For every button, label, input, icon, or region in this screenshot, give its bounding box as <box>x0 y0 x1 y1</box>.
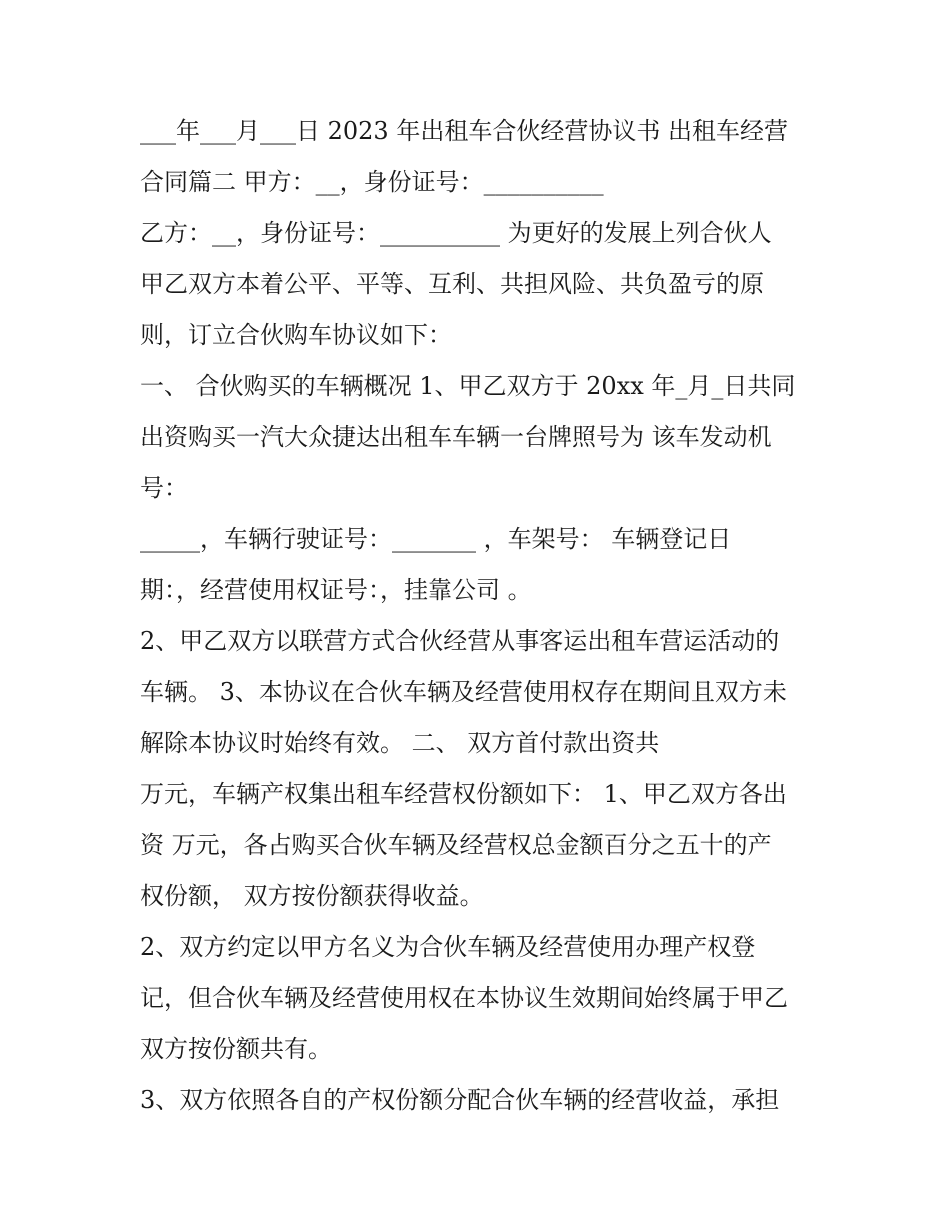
text-line: 记，但合伙车辆及经营使用权在本协议生效期间始终属于甲乙 <box>140 984 788 1012</box>
text-line: 权份额， 双方按份额获得收益。 <box>140 882 484 910</box>
text-line: 乙方：__，身份证号：__________ 为更好的发展上列合伙人 <box>140 219 772 247</box>
text-line: 甲乙双方本着公平、平等、互利、共担风险、共负盈亏的原 <box>140 270 764 298</box>
text-line: 合同篇二 甲方：__，身份证号：__________ <box>140 168 604 196</box>
text-line: 车辆。 3、本协议在合伙车辆及经营使用权存在期间且双方未 <box>140 678 787 706</box>
text-line: 号： <box>140 474 188 502</box>
text-line: 双方按份额共有。 <box>140 1035 332 1063</box>
text-line: 2、甲乙双方以联营方式合伙经营从事客运出租车营运活动的 <box>140 627 780 655</box>
text-line: _____，车辆行驶证号：_______ ，车架号： 车辆登记日 <box>140 525 732 553</box>
text-line: 一、 合伙购买的车辆概况 1、甲乙双方于 20xx 年_月_日共同 <box>140 372 796 400</box>
text-line: 3、双方依照各自的产权份额分配合伙车辆的经营收益，承担 <box>140 1086 780 1114</box>
text-line: ___年___月___日 2023 年出租车合伙经营协议书 出租车经营 <box>140 117 788 145</box>
text-line: 资 万元，各占购买合伙车辆及经营权总金额百分之五十的产 <box>140 831 772 859</box>
text-line: 出资购买一汽大众捷达出租车车辆一台牌照号为 该车发动机 <box>140 423 772 451</box>
text-line: 2、双方约定以甲方名义为合伙车辆及经营使用办理产权登 <box>140 933 756 961</box>
text-line: 万元，车辆产权集出租车经营权份额如下： 1、甲乙双方各出 <box>140 780 787 808</box>
document-body <box>140 106 830 1126</box>
text-line: 解除本协议时始终有效。 二、 双方首付款出资共 <box>140 729 660 757</box>
text-line: 期：，经营使用权证号：，挂靠公司 。 <box>140 576 532 604</box>
text-line: 则，订立合伙购车协议如下： <box>140 321 452 349</box>
